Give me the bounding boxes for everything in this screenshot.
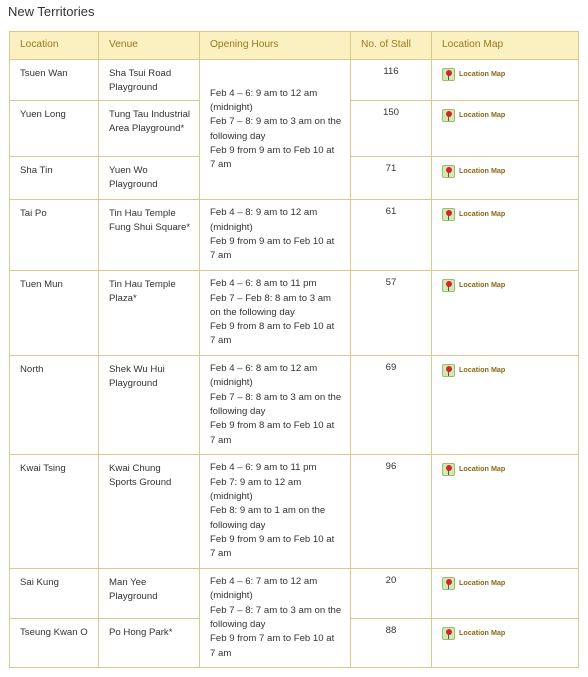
- hours-line: Feb 9 from 8 am to Feb 10 at 7 am: [210, 420, 335, 446]
- table-row: [10, 271, 579, 356]
- location-cell: Tsuen Wan: [10, 60, 99, 101]
- location-map-link[interactable]: [442, 278, 570, 292]
- venue-cell: Yuen Wo Playground: [99, 157, 200, 200]
- venue-cell: Man Yee Playground: [99, 569, 200, 619]
- map-pin-icon: [442, 627, 455, 640]
- map-pin-icon: [442, 165, 455, 178]
- venue-cell: Shek Wu Hui Playground: [99, 356, 200, 455]
- header-opening-hours: Opening Hours: [200, 32, 351, 60]
- hours-cell: [200, 200, 351, 271]
- location-map-link[interactable]: [442, 363, 570, 377]
- stalls-cell: 61: [351, 200, 432, 271]
- hours-line: Feb 4 – 6: 9 am to 12 am (midnight): [210, 87, 318, 113]
- map-cell: [432, 271, 579, 356]
- location-map-link[interactable]: [442, 576, 570, 590]
- location-cell: Tai Po: [10, 200, 99, 271]
- stalls-cell: 116: [351, 60, 432, 101]
- map-pin-icon: [442, 208, 455, 221]
- stalls-cell: 71: [351, 157, 432, 200]
- header-location: Location: [10, 32, 99, 60]
- table-row: [10, 356, 579, 455]
- map-pin-icon: [442, 364, 455, 377]
- location-map-link[interactable]: [442, 626, 570, 640]
- hours-line: Feb 9 from 7 am to Feb 10 at 7 am: [210, 633, 335, 659]
- table-row: [10, 455, 579, 569]
- hours-line: Feb 7: 9 am to 12 am (midnight): [210, 476, 302, 503]
- hours-line: Feb 7 – 8: 7 am to 3 am on the following day: [210, 604, 342, 630]
- map-link-label: Location Map: [459, 280, 506, 289]
- hours-line: Feb 4 – 6: 8 am to 11 pm: [210, 278, 317, 290]
- map-link-label: Location Map: [459, 628, 506, 637]
- hours-line: Feb 9 from 9 am to Feb 10 at 7 am: [210, 533, 335, 560]
- map-cell: [432, 101, 579, 157]
- header-stalls: No. of Stall: [351, 32, 432, 60]
- hours-line: Feb 9 from 8 am to Feb 10 at 7 am: [210, 321, 335, 347]
- hours-line: Feb 7 – Feb 8: 8 am to 3 am on the following day: [210, 292, 332, 318]
- map-pin-icon: [442, 68, 455, 81]
- header-venue: Venue: [99, 32, 200, 60]
- location-cell: Kwai Tsing: [10, 455, 99, 569]
- hours-line: Feb 4 – 6: 8 am to 12 am (midnight): [210, 363, 318, 389]
- location-map-link[interactable]: [442, 108, 570, 122]
- venue-cell: Kwai Chung Sports Ground: [99, 455, 200, 569]
- map-cell: [432, 569, 579, 619]
- table-row: [10, 60, 579, 101]
- map-cell: [432, 157, 579, 200]
- markets-table: [9, 31, 579, 668]
- venue-cell: Tung Tau Industrial Area Playground*: [99, 101, 200, 157]
- map-link-label: Location Map: [459, 69, 506, 78]
- location-cell: Tuen Mun: [10, 271, 99, 356]
- hours-line: Feb 7 – 8: 9 am to 3 am on the following day: [210, 116, 342, 142]
- hours-line: Feb 8: 9 am to 1 am on the following day: [210, 505, 326, 531]
- location-map-link[interactable]: [442, 164, 570, 178]
- map-link-label: Location Map: [459, 110, 506, 119]
- map-cell: [432, 356, 579, 455]
- location-cell: Yuen Long: [10, 101, 99, 157]
- location-map-link[interactable]: [442, 462, 570, 476]
- stalls-cell: 150: [351, 101, 432, 157]
- hours-line: Feb 4 – 6: 9 am to 11 pm: [210, 462, 317, 474]
- map-cell: [432, 455, 579, 569]
- stalls-cell: 20: [351, 569, 432, 619]
- hours-line: Feb 4 – 6: 7 am to 12 am (midnight): [210, 576, 318, 602]
- stalls-cell: 88: [351, 619, 432, 668]
- map-cell: [432, 60, 579, 101]
- map-cell: [432, 200, 579, 271]
- hours-cell: [200, 60, 351, 200]
- map-link-label: Location Map: [459, 464, 506, 473]
- header-location-map: Location Map: [432, 32, 579, 60]
- hours-cell: [200, 569, 351, 668]
- venue-cell: Sha Tsui Road Playground: [99, 60, 200, 101]
- table-row: [10, 569, 579, 619]
- stalls-cell: 69: [351, 356, 432, 455]
- map-link-label: Location Map: [459, 209, 506, 218]
- hours-line: Feb 7 – 8: 8 am to 3 am on the following day: [210, 391, 342, 417]
- venue-cell: Po Hong Park*: [99, 619, 200, 668]
- venue-cell: Tin Hau Temple Fung Shui Square*: [99, 200, 200, 271]
- page-title: New Territories: [8, 4, 95, 19]
- table-header-row: [10, 32, 579, 60]
- map-pin-icon: [442, 109, 455, 122]
- stalls-cell: 96: [351, 455, 432, 569]
- map-cell: [432, 619, 579, 668]
- location-cell: North: [10, 356, 99, 455]
- hours-line: Feb 4 – 8: 9 am to 12 am (midnight): [210, 207, 318, 233]
- location-cell: Sha Tin: [10, 157, 99, 200]
- hours-cell: [200, 356, 351, 455]
- map-pin-icon: [442, 463, 455, 476]
- location-cell: Sai Kung: [10, 569, 99, 619]
- table-row: [10, 200, 579, 271]
- map-link-label: Location Map: [459, 578, 506, 587]
- hours-line: Feb 9 from 9 am to Feb 10 at 7 am: [210, 236, 335, 262]
- location-map-link[interactable]: [442, 67, 570, 81]
- location-cell: Tseung Kwan O: [10, 619, 99, 668]
- map-pin-icon: [442, 577, 455, 590]
- stalls-cell: 57: [351, 271, 432, 356]
- hours-line: Feb 9 from 9 am to Feb 10 at 7 am: [210, 144, 335, 171]
- location-map-link[interactable]: [442, 207, 570, 221]
- hours-cell: [200, 271, 351, 356]
- hours-cell: [200, 455, 351, 569]
- map-pin-icon: [442, 279, 455, 292]
- map-link-label: Location Map: [459, 166, 506, 175]
- map-link-label: Location Map: [459, 365, 506, 374]
- venue-cell: Tin Hau Temple Plaza*: [99, 271, 200, 356]
